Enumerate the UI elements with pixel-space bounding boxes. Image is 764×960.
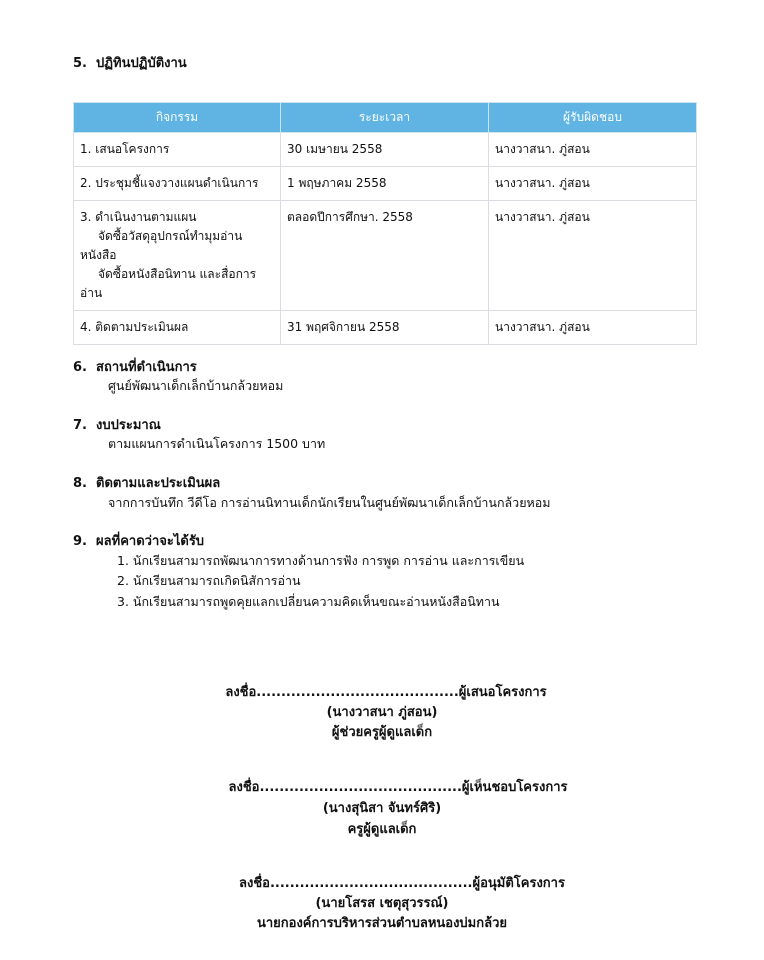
expected-result-item: 2. นักเรียนสามารถเกิดนิสัการอ่าน [117,573,301,588]
section-number: 6. [73,360,87,375]
section-8-text: จากการบันทึก วีดีโอ การอ่านนิทานเด็กนักเรียนในศูนย์พัฒนาเด็กเล็กบ้านกล้วยหอม [108,495,551,510]
activity-cell [74,201,281,311]
signature-position-proposer: ผู้ช่วยครูผู้ดูแลเด็ก [331,725,433,740]
owner-cell: นางวาสนา. ภู่สอน [489,201,697,311]
section-8-heading [73,472,220,493]
table-row [74,133,697,167]
column-header-owner: ผู้รับผิดชอบ [489,103,697,133]
section-6-heading [73,356,197,377]
section-number: 5. [73,56,87,71]
period-cell: ตลอดปีการศึกษา. 2558 [281,201,489,311]
activity-subline: จัดซื้อวัสดุอุปกรณ์ทำมุมอ่าน [98,229,243,243]
schedule-table [73,102,697,345]
activity-cell: 2. ประชุมชี้แจงวางแผนดำเนินการ [74,167,281,201]
signature-position-approver: ครูผู้ดูแลเด็ก [347,822,417,837]
period-cell: 30 เมษายน 2558 [281,133,489,167]
period-cell: 1 พฤษภาคม 2558 [281,167,489,201]
owner-cell: นางวาสนา. ภู่สอน [489,311,697,345]
signature-name-proposer: (นางวาสนา ภู่สอน) [326,705,438,720]
column-header-activity: กิจกรรม [74,103,281,133]
activity-cell: 4. ติดตามประเมินผล [74,311,281,345]
owner-cell: นางวาสนา. ภู่สอน [489,133,697,167]
activity-cell: 1. เสนอโครงการ [74,133,281,167]
table-row [74,201,697,311]
section-title: งบประมาณ [96,418,161,433]
owner-cell: นางวาสนา. ภู่สอน [489,167,697,201]
section-number: 7. [73,418,87,433]
table-row [74,311,697,345]
signature-name-authorizer: (นายโสรส เชตุสุวรรณ์) [315,896,449,911]
expected-result-item: 1. นักเรียนสามารถพัฒนาการทางด้านการฟัง การพูด การอ่าน และการเขียน [117,553,525,568]
signature-line-proposer: ลงชื่อ.........................................ผู้เสนอโครงการ [225,685,547,700]
table-header-row [74,103,697,133]
signature-name-approver: (นางสุนิสา จันทร์ศิริ) [322,801,442,816]
section-7-text: ตามแผนการดำเนินโครงการ 1500 บาท [108,436,326,451]
section-5-heading [73,52,187,73]
section-9-heading [73,530,204,551]
section-6-text: ศูนย์พัฒนาเด็กเล็กบ้านกล้วยหอม [108,378,284,393]
section-title: ปฏิทินปฏิบัติงาน [96,56,187,71]
activity-line: หนังสือ [80,248,117,262]
section-number: 8. [73,476,87,491]
activity-line: อ่าน [80,286,103,300]
section-title: ติดตามและประเมินผล [96,476,221,491]
table-row [74,167,697,201]
section-7-heading [73,414,161,435]
expected-result-item: 3. นักเรียนสามารถพูดคุยแลกเปลี่ยนความคิดเห็นขณะอ่านหนังสือนิทาน [117,594,500,609]
section-number: 9. [73,534,87,549]
signature-position-authorizer: นายกองค์การบริหารส่วนตำบลหนองบ่มกล้วย [256,916,508,931]
activity-line: 3. ดำเนินงานตามแผน [80,210,197,224]
section-title: สถานที่ดำเนินการ [96,360,197,375]
column-header-period: ระยะเวลา [281,103,489,133]
signature-line-authorizer: ลงชื่อ.........................................ผู้อนุมัติโครงการ [239,876,565,891]
signature-line-approver: ลงชื่อ.........................................ผู้เห็นชอบโครงการ [228,780,568,795]
activity-subline: จัดซื้อหนังสือนิทาน และสื่อการ [98,267,257,281]
period-cell: 31 พฤศจิกายน 2558 [281,311,489,345]
section-title: ผลที่คาดว่าจะได้รับ [96,534,205,549]
